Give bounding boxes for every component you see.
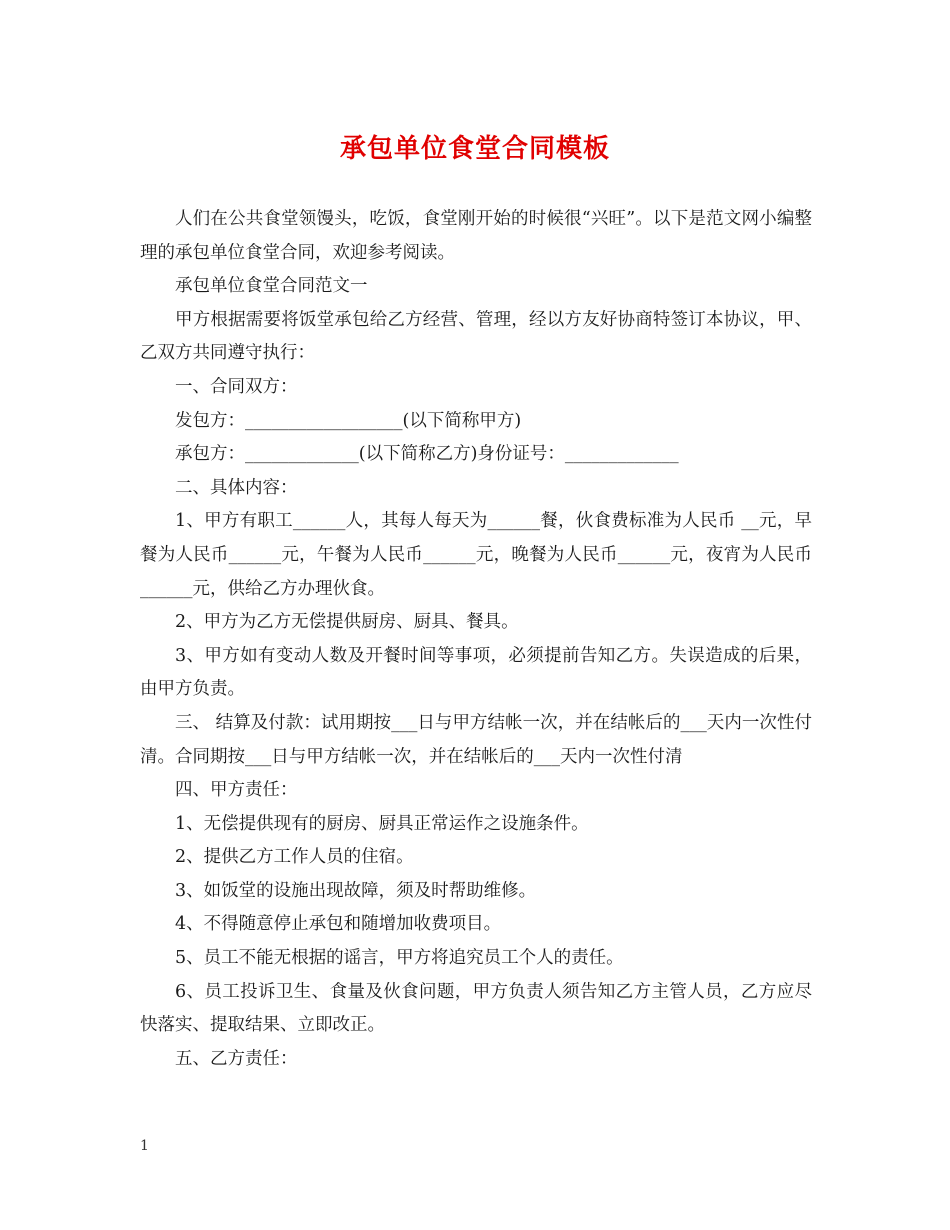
section-heading-party-b-duties: 五、乙方责任：	[175, 1048, 298, 1069]
party-a-duty-6: 6、员工投诉卫生、食量及伙食问题，甲方负责人须告知乙方主管人员，乙方应尽快落实、提取结果、立即改正。	[140, 981, 812, 1036]
party-a-duty-4: 4、不得随意停止承包和随增加收费项目。	[175, 914, 502, 935]
content-clause-3: 3、甲方如有变动人数及开餐时间等事项，必须提前告知乙方。失误造成的后果，由甲方负责。	[140, 645, 812, 700]
section-heading-content: 二、具体内容：	[175, 477, 298, 498]
party-a-line: 发包方：__________________(以下简称甲方)	[175, 410, 522, 431]
party-a-duty-3: 3、如饭堂的设施出现故障，须及时帮助维修。	[175, 880, 537, 901]
intro-paragraph: 人们在公共食堂领馒头，吃饭，食堂刚开始的时候很“兴旺”。以下是范文网小编整理的承包单位食堂合同，欢迎参考阅读。	[140, 209, 812, 263]
content-clause-2: 2、甲方为乙方无偿提供厨房、厨具、餐具。	[175, 612, 519, 633]
document-title: 承包单位食堂合同模板	[339, 134, 610, 164]
section-settlement: 三、 结算及付款：试用期按___日与甲方结帐一次，并在结帐后的___天内一次性付清。合同期按___日与甲方结帐一次，并在结帐后的___天内一次性付清	[140, 712, 812, 767]
section-heading-party-a-duties: 四、甲方责任：	[175, 780, 298, 801]
content-clause-1: 1、甲方有职工______人，其每人每天为______餐，伙食费标准为人民币 __元，早餐为人民币______元，午餐为人民币______元，晚餐为人民币______元，夜宵为人民币______元，供给乙方办理伙食。	[140, 511, 812, 599]
section-heading-parties: 一、合同双方：	[175, 376, 298, 397]
sample-heading: 承包单位食堂合同范文一	[175, 276, 368, 297]
party-a-duty-1: 1、无偿提供现有的厨房、厨具正常运作之设施条件。	[175, 813, 589, 834]
party-a-duty-2: 2、提供乙方工作人员的住宿。	[175, 847, 414, 868]
party-b-line: 承包方：_____________(以下简称乙方)身份证号：_____________	[175, 444, 679, 465]
page-number: 1	[140, 1138, 149, 1154]
preamble-paragraph: 甲方根据需要将饭堂承包给乙方经营、管理，经以方友好协商特签订本协议，甲、乙双方共同遵守执行：	[140, 309, 812, 364]
party-a-duty-5: 5、员工不能无根据的谣言，甲方将追究员工个人的责任。	[175, 948, 624, 969]
document-body	[140, 203, 812, 1076]
